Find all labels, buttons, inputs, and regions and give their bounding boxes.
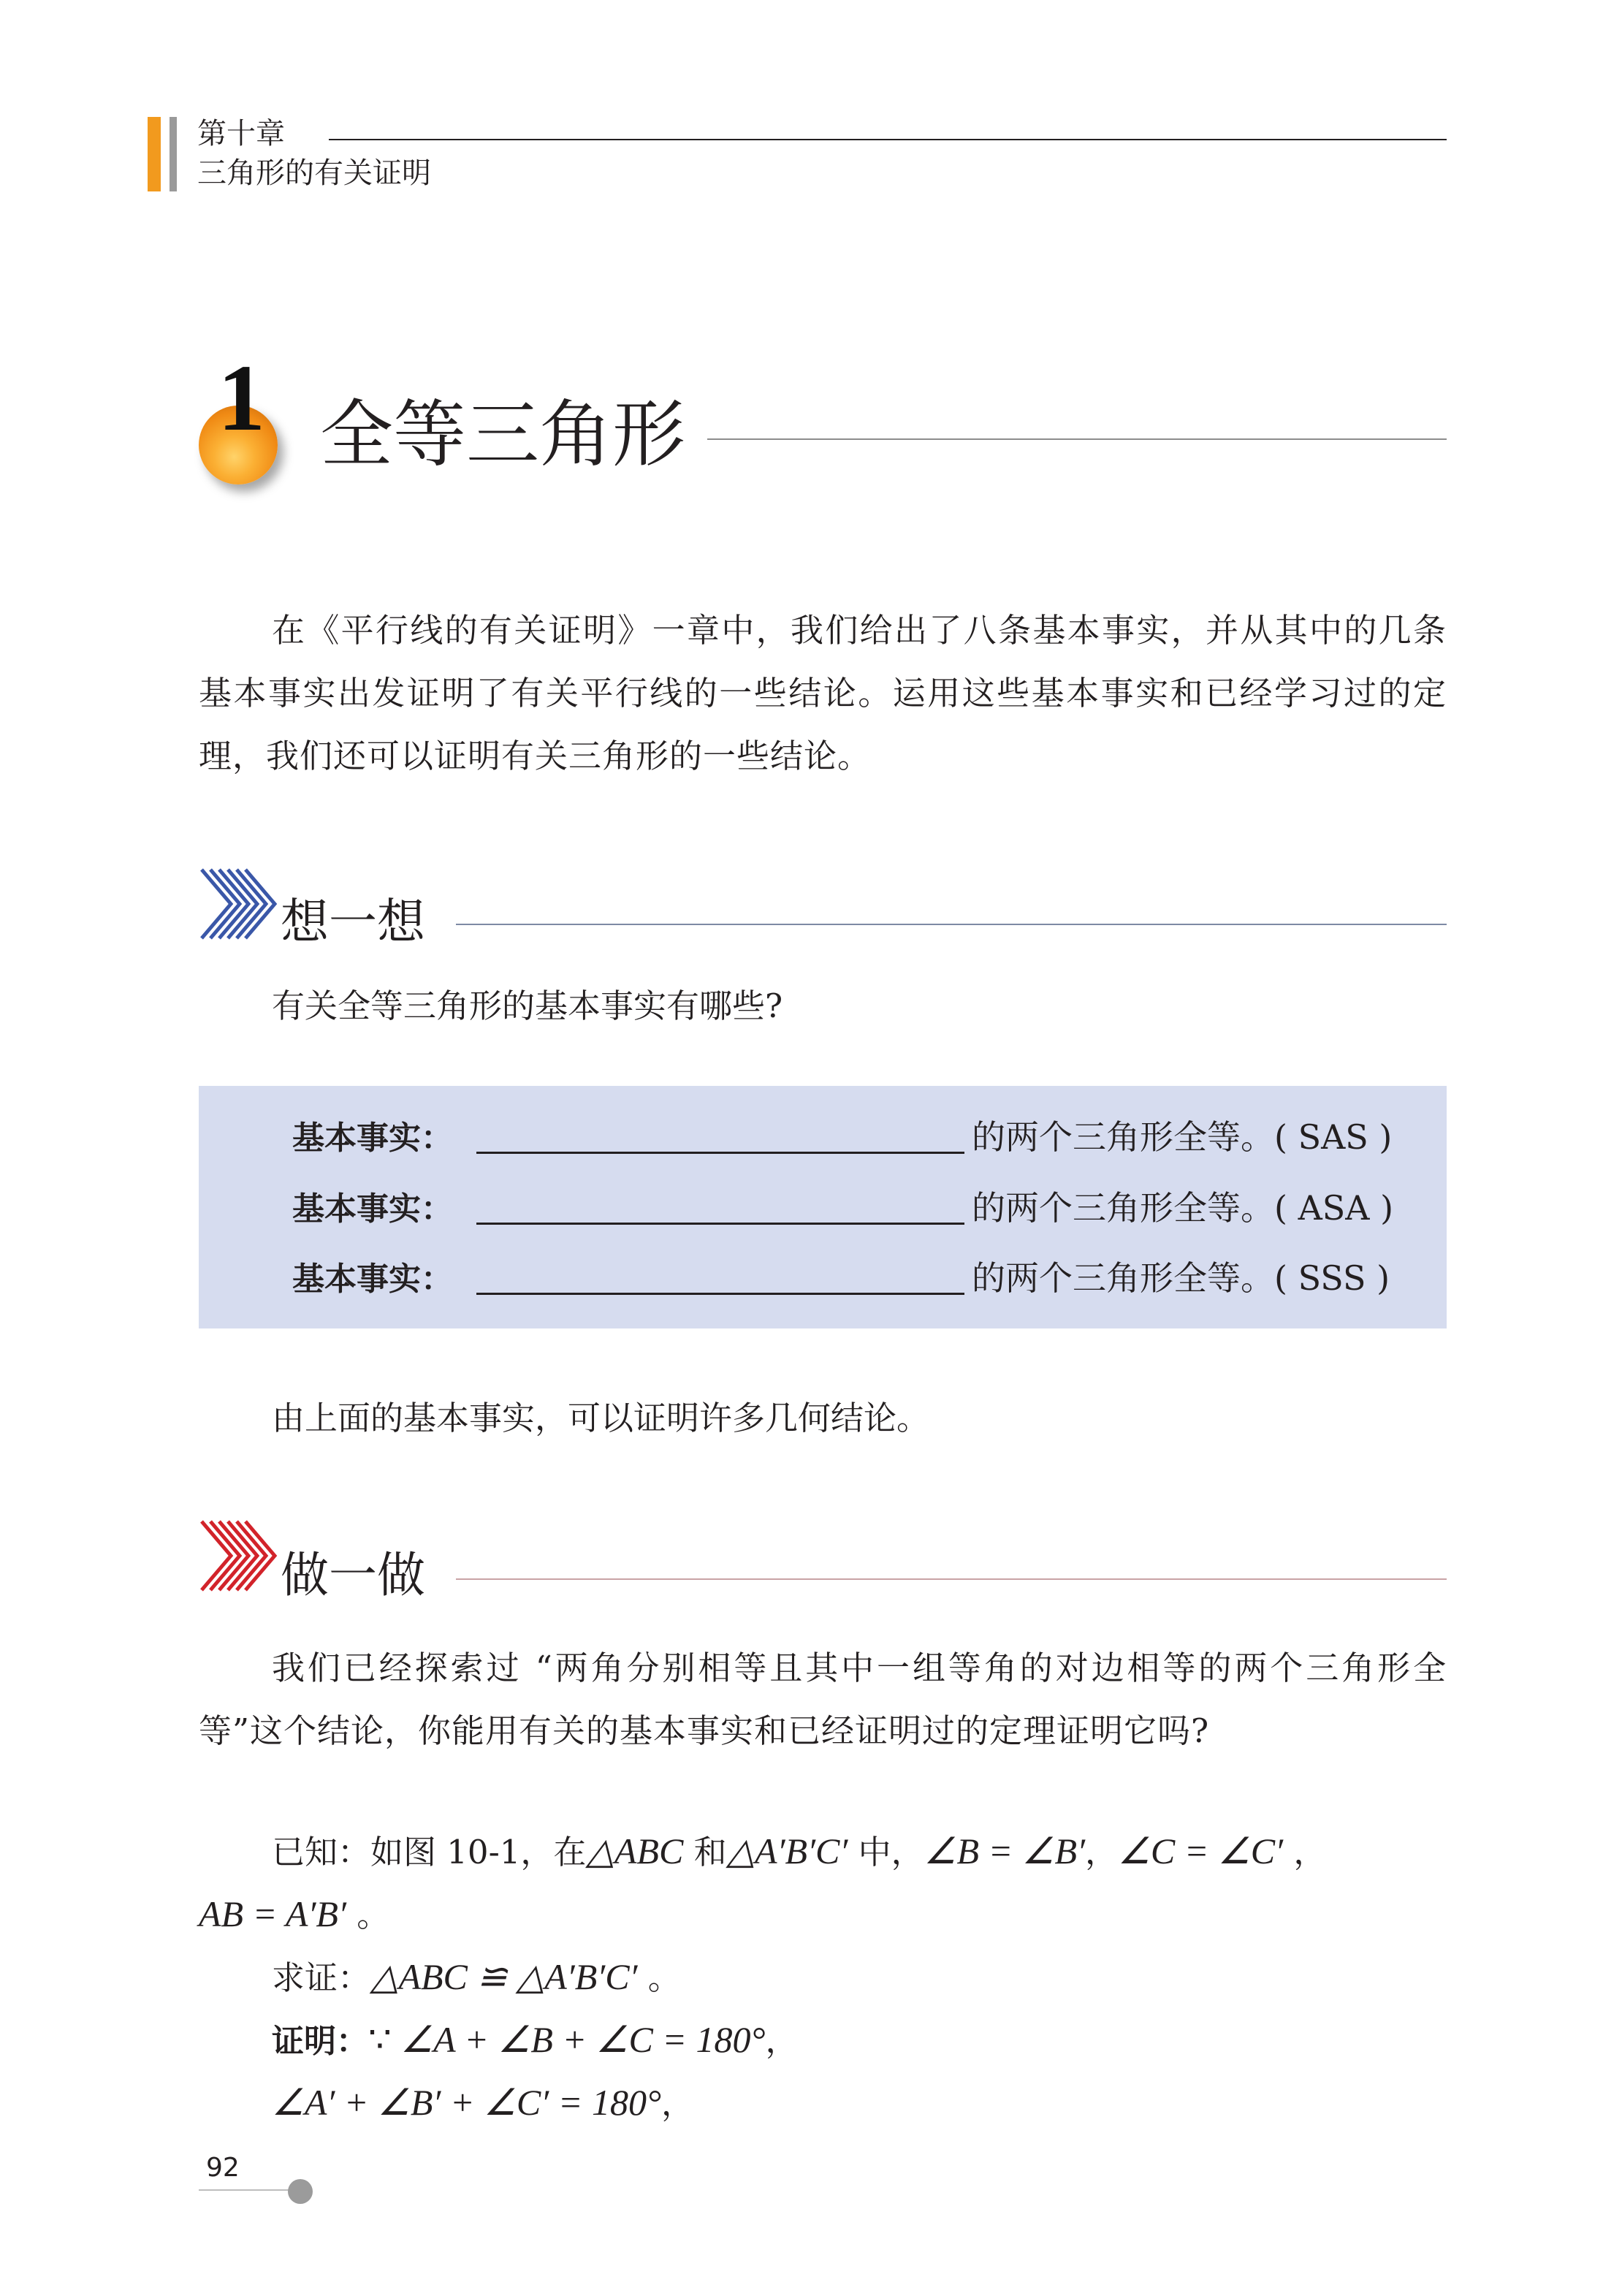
fact-label: 基本事实： xyxy=(292,1261,453,1298)
proof-given-line xyxy=(272,1820,1326,1884)
separator: ， xyxy=(765,2021,799,2060)
fact-row-sas xyxy=(292,1115,1393,1160)
header-rule xyxy=(329,139,1447,140)
proof-given-line-2 xyxy=(199,1882,389,1947)
fact-tail: 的两个三角形全等。( SAS ) xyxy=(972,1117,1393,1157)
fill-in-blank[interactable] xyxy=(476,1223,964,1225)
angle-sum-abc: ∠A + ∠B + ∠C = 180° xyxy=(400,2019,766,2060)
think-question: 有关全等三角形的基本事实有哪些? xyxy=(272,987,783,1025)
header-accent-bar-gray xyxy=(170,117,177,191)
do-paragraph: 我们已经探索过 “两角分别相等且其中一组等角的对边相等的两个三角形全等”这个结论，你能用有关的基本事实和已经证明过的定理证明它吗? xyxy=(199,1649,1447,1750)
fact-label: 基本事实： xyxy=(292,1190,453,1228)
fact-row-sss xyxy=(292,1256,1390,1301)
fill-in-blank[interactable] xyxy=(476,1152,964,1154)
fill-in-blank[interactable] xyxy=(476,1293,964,1295)
section-number: 1 xyxy=(218,346,265,451)
header-accent-bar xyxy=(148,117,161,191)
and-text: 和 xyxy=(683,1833,727,1871)
angle-sum-a-prime: ∠A′ + ∠B′ + ∠C′ = 180° xyxy=(272,2082,661,2123)
footer-dot-icon xyxy=(288,2179,313,2204)
think-conclusion: 由上面的基本事实，可以证明许多几何结论。 xyxy=(272,1399,930,1437)
separator: ， xyxy=(660,2084,694,2123)
proof-prove-line xyxy=(272,1945,681,2010)
section-title-rule xyxy=(707,438,1447,440)
proof-line-2 xyxy=(272,2071,694,2135)
fact-row-asa xyxy=(292,1186,1394,1231)
think-title-rule xyxy=(456,924,1447,925)
condition-angle-b: ∠B = ∠B′ xyxy=(924,1831,1086,1871)
think-chevron-icon xyxy=(199,864,279,944)
condition-side-ab: AB = A′B′ xyxy=(199,1893,346,1934)
do-chevron-icon xyxy=(199,1516,279,1596)
fact-tail: 的两个三角形全等。( SSS ) xyxy=(972,1258,1390,1298)
prove-statement: △ABC ≌ △A′B′C′ xyxy=(370,1956,638,1997)
triangle-a-prime: △A′B′C′ xyxy=(726,1831,848,1871)
triangle-abc: △ABC xyxy=(586,1831,684,1871)
chapter-number: 第十章 xyxy=(197,117,285,151)
period: 。 xyxy=(346,1896,390,1934)
because-symbol: ∵ xyxy=(368,2019,401,2060)
prove-label: 求证： xyxy=(272,1958,371,1997)
chapter-title: 三角形的有关证明 xyxy=(197,156,431,190)
period: 。 xyxy=(637,1958,681,1997)
footer-rule xyxy=(199,2189,294,2191)
given-intro: 已知：如图 10-1，在 xyxy=(272,1833,587,1871)
separator: ， xyxy=(1283,1833,1327,1871)
proof-line-1 xyxy=(272,2008,799,2073)
page-number: 92 xyxy=(206,2153,240,2183)
in-text: 中， xyxy=(848,1833,924,1871)
intro-paragraph: 在《平行线的有关证明》一章中，我们给出了八条基本事实，并从其中的几条基本事实出发证明了有关平行线的一些结论。运用这些基本事实和已经学习过的定理，我们还可以证明有关三角形的一些结论。 xyxy=(199,611,1447,775)
do-title: 做一做 xyxy=(281,1547,425,1603)
condition-angle-c: ∠C = ∠C′ xyxy=(1118,1831,1284,1871)
think-title: 想一想 xyxy=(281,894,425,950)
separator: ， xyxy=(1085,1833,1119,1871)
do-title-rule xyxy=(456,1578,1447,1580)
fact-tail: 的两个三角形全等。( ASA ) xyxy=(972,1188,1394,1228)
proof-label: 证明： xyxy=(272,2023,368,2060)
section-title: 全等三角形 xyxy=(320,392,685,477)
fact-label: 基本事实： xyxy=(292,1120,453,1157)
